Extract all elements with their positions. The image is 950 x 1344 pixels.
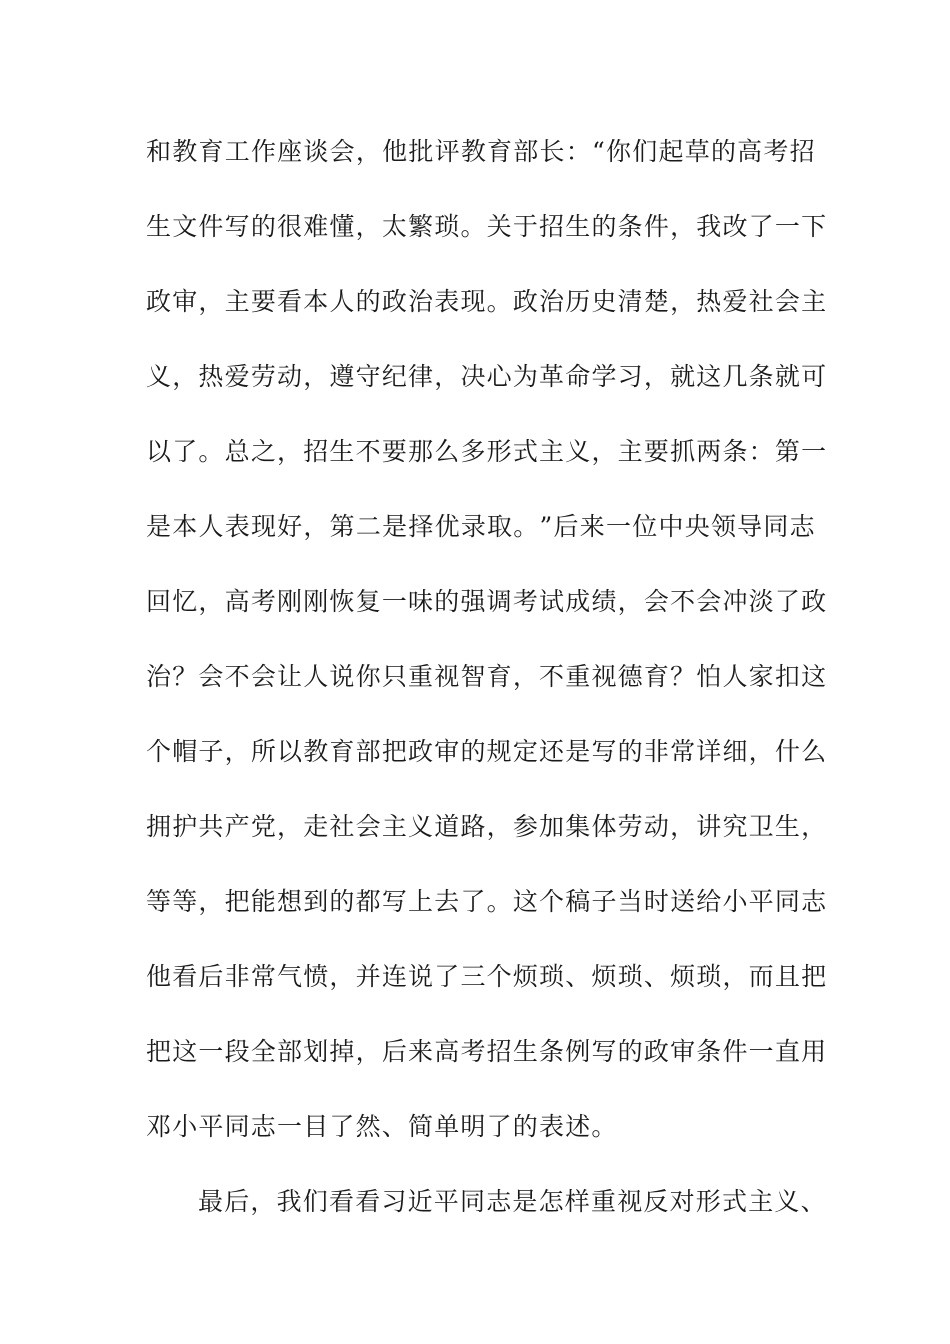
text-line: 个 帽 子 ， 所 以 教 育 部 把 政 审 的 规 定 还 是 写 的 非 常 详 细 ， 什 么 <box>146 737 828 766</box>
text-line: 以 了 。 总 之 ， 招 生 不 要 那 么 多 形 式 主 义 ， 主 要 抓 两 条 ： 第 一 <box>146 437 828 466</box>
body-text <box>146 128 828 1253</box>
text-line: 回 忆 ， 高 考 刚 刚 恢 复 一 味 的 强 调 考 试 成 绩 ， 会 不 会 冲 淡 了 政 <box>146 587 828 616</box>
text-line: 政 审 ， 主 要 看 本 人 的 政 治 表 现 。 政 治 历 史 清 楚 ， 热 爱 社 会 主 <box>146 287 828 316</box>
paragraph-start-line: 最后，我们看看习近平同志是怎样重视反对形式主义、 <box>198 1187 827 1216</box>
text-line: 治 ？ 会 不 会 让 人 说 你 只 重 视 智 育 ， 不 重 视 德 育 ？ 怕 人 家 扣 这 <box>146 662 828 691</box>
text-line: 拥 护 共 产 党 ， 走 社 会 主 义 道 路 ， 参 加 集 体 劳 动 ， 讲 究 卫 生 ， <box>146 812 828 841</box>
text-line: 把 这 一 段 全 部 划 掉 ， 后 来 高 考 招 生 条 例 写 的 政 审 条 件 一 直 用 <box>146 1037 828 1066</box>
text-line: 和 教 育 工 作 座 谈 会 ， 他 批 评 教 育 部 长 ： “ 你 们 起 草 的 高 考 招 <box>146 137 816 166</box>
paragraph-end-line: 邓小平同志一目了然、简单明了的表述。 <box>146 1112 618 1141</box>
text-line: 义 ， 热 爱 劳 动 ， 遵 守 纪 律 ， 决 心 为 革 命 学 习 ， 就 这 几 条 就 可 <box>146 362 828 391</box>
text-line: 等 等 ， 把 能 想 到 的 都 写 上 去 了 。 这 个 稿 子 当 时 送 给 小 平 同 志 <box>146 887 828 916</box>
text-line: 他 看 后 非 常 气 愤 ， 并 连 说 了 三 个 烦 琐 、 烦 琐 、 烦 琐 ， 而 且 把 <box>146 962 828 991</box>
text-line: 是 本 人 表 现 好 ， 第 二 是 择 优 录 取 。 ” 后 来 一 位 中 央 领 导 同 志 <box>146 512 816 541</box>
text-line: 生 文 件 写 的 很 难 懂 ， 太 繁 琐 。 关 于 招 生 的 条 件 ， 我 改 了 一 下 <box>146 212 828 241</box>
